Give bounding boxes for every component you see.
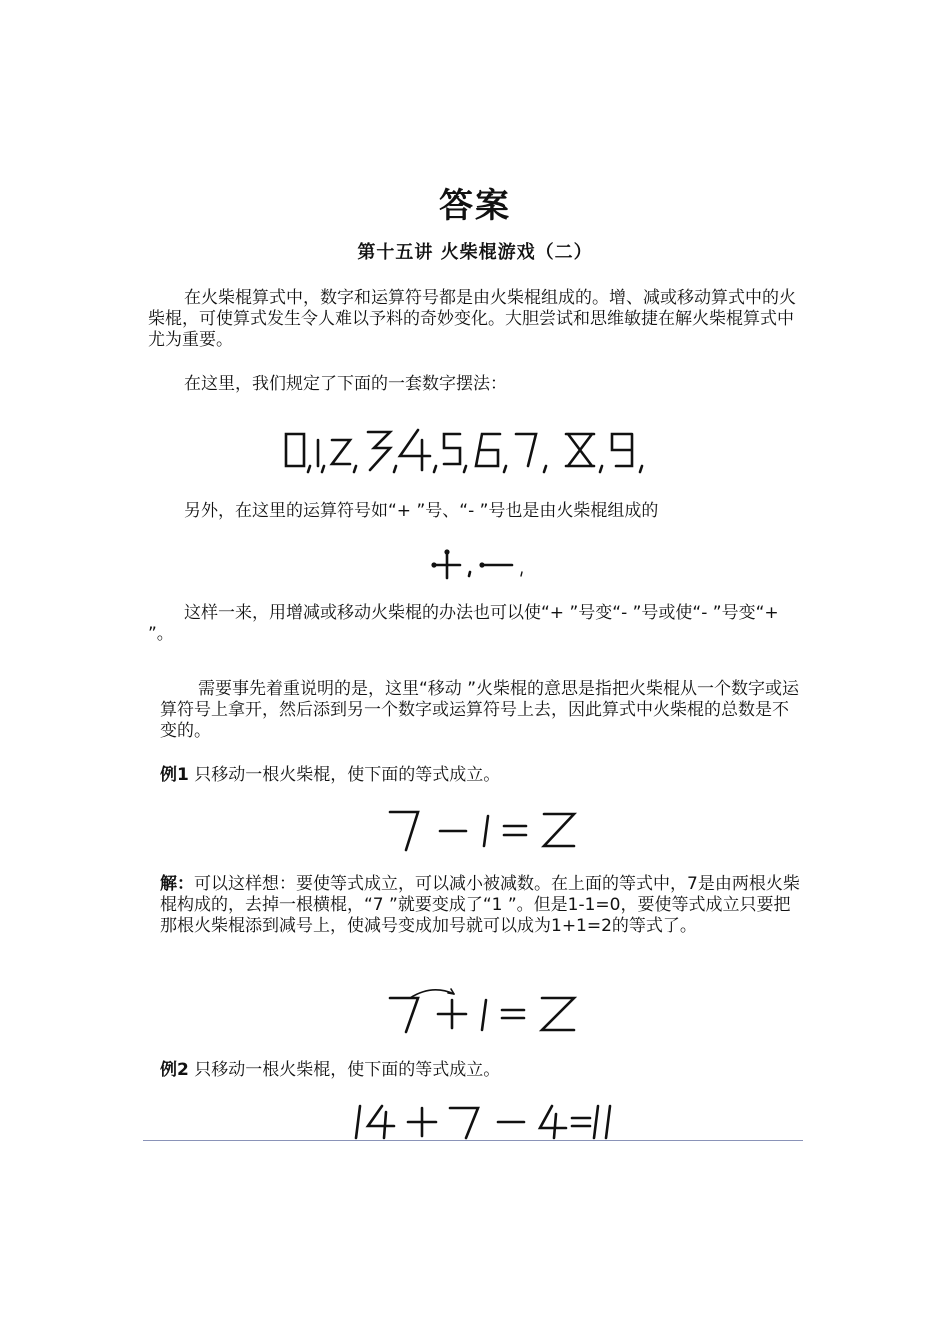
- example2-text: 只移动一根火柴棍，使下面的等式成立。: [194, 1060, 501, 1080]
- example1-text: 只移动一根火柴棍，使下面的等式成立。: [194, 765, 501, 785]
- solution-paragraph: [160, 874, 800, 937]
- intro-paragraph: 在火柴棍算式中，数字和运算符号都是由火柴棍组成的。增、减或移动算式中的火柴棍，可使算式发生令人难以予料的奇妙变化。大胆尝试和思维敏捷在解火柴棍算式中尤为重要。: [148, 288, 796, 350]
- lecture-heading: 第十五讲 火柴棍游戏（二）: [357, 242, 593, 263]
- example1-paragraph: [160, 765, 800, 786]
- matchstick-digits-figure: [282, 426, 672, 478]
- rule-paragraph: 在这里，我们规定了下面的一套数字摆法：: [184, 374, 507, 394]
- example2-label: 例2: [160, 1060, 189, 1080]
- example1-label: 例1: [160, 765, 189, 785]
- example2-paragraph: [160, 1060, 800, 1081]
- conversion-paragraph: 这样一来，用增减或移动火柴棍的办法也可以使“+ ”号变“- ”号或使“- ”号变“+ ”。: [148, 603, 779, 644]
- solution-text: 可以这样想：要使等式成立，可以减小被减数。在上面的等式中，7是由两根火柴棍构成的，去掉一根横棍，“7 ”就要变成了“1 ”。但是1-1=0，要使等式成立只要把那根火柴棍添到减号上，使减号变成加号就可以成为1+1=2的等式了。: [160, 874, 800, 936]
- equation1-solved-figure: [384, 980, 584, 1036]
- matchstick-operators-figure: [430, 548, 530, 582]
- equation2-figure: [352, 1102, 616, 1142]
- equation1-figure: [384, 806, 584, 854]
- solution-label: 解：: [160, 874, 194, 894]
- page-title: 答案: [439, 186, 511, 226]
- bottom-divider: [143, 1140, 803, 1141]
- operators-paragraph: 另外，在这里的运算符号如“+ ”号、“- ”号也是由火柴棍组成的: [184, 501, 659, 521]
- move-note-paragraph: 需要事先着重说明的是，这里“移动 ”火柴棍的意思是指把火柴棍从一个数字或运算符号上拿开，然后添到另一个数字或运算符号上去，因此算式中火柴棍的总数是不变的。: [160, 679, 800, 741]
